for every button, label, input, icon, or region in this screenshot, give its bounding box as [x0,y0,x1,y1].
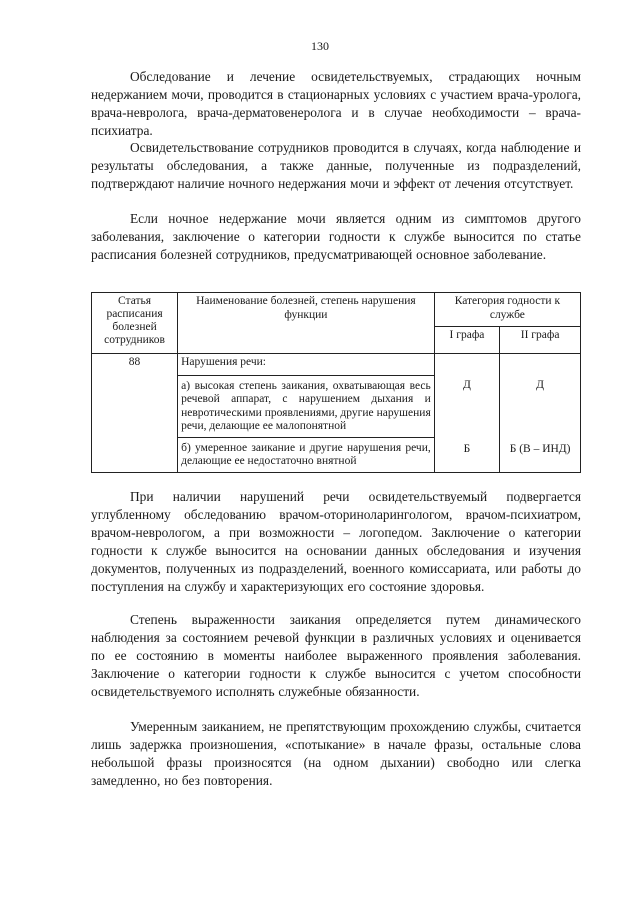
paragraph: Если ночное недержание мочи является одним из симптомов другого заболевания, заключение о категории годности к службе выносится по статье расписания болезней сотрудников, предусматривающей основное заболевание. [91,211,581,262]
table-header-row [92,293,581,327]
cell-article-number: 88 [92,354,178,473]
paragraph: Освидетельствование сотрудников проводится в случаях, когда наблюдение и результаты обследования, а также данные, полученные из подразделений, подтверждают наличие ночного недержания мочи и эффект от лечения отсутствует. [91,140,581,191]
header-grade-2: II графа [500,327,581,354]
paragraph: Умеренным заиканием, не препятствующим прохождению службы, считается лишь задержка произношения, «спотыкание» в начале фразы, остальные слова небольшой фразы произносятся (на одном дыхании) свободно или слегка замедленно, но без повторения. [91,719,581,788]
paragraph: При наличии нарушений речи освидетельствуемый подвергается углубленному обследованию врачом-оториноларингологом, врачом-психиатром, врачом-неврологом, а при возможности – логопедом. Заключение о категории годности к службе выносится на основании данных обследования и изучения документов, полученных из подразделений, военного комиссариата, или работы до поступления на службу и характеризующих его состояние здоровья. [91,489,581,594]
table-row [92,354,581,473]
grade-1-b: Б [463,443,471,455]
cell-disease-name [178,354,435,473]
disease-schedule-table [91,292,581,473]
page-number: 130 [311,39,329,53]
header-grade-1: I графа [434,327,499,354]
paragraph: Степень выраженности заикания определяется путем динамического наблюдения за состоянием речевой функции в различных условиях и оценивается по ее состоянию в моменты наиболее выраженного проявления заболевания. Заключение о категории годности к службе выносится с учетом способности освидетельствуемого исполнять служебные обязанности. [91,612,581,699]
header-category: Категория годности к службе [434,293,580,327]
header-disease-name: Наименование болезней, степень нарушения функции [178,293,435,354]
grade-2-a: Д [536,379,545,391]
condition-b: б) умеренное заикание и другие нарушения речи, делающие ее недостаточно внятной [178,437,434,470]
grade-1-a: Д [463,379,471,391]
header-article: Статья расписания болезней сотрудников [92,293,178,354]
condition-a: а) высокая степень заикания, охватывающая весь речевой аппарат, с нарушением дыхания и невротическими проявлениями, другие нарушения речи, делающие ее малопонятной [178,375,434,437]
cell-grade-1 [434,354,499,473]
paragraph: Обследование и лечение освидетельствуемых, страдающих ночным недержанием мочи, проводится в стационарных условиях с участием врача-уролога, врача-невролога, врача-дерматовенеролога и в случае необходимости – врача-психиатра. [91,69,581,138]
grade-2-b: Б (В – ИНД) [509,443,571,455]
condition-title: Нарушения речи: [181,356,266,368]
cell-grade-2 [500,354,581,473]
